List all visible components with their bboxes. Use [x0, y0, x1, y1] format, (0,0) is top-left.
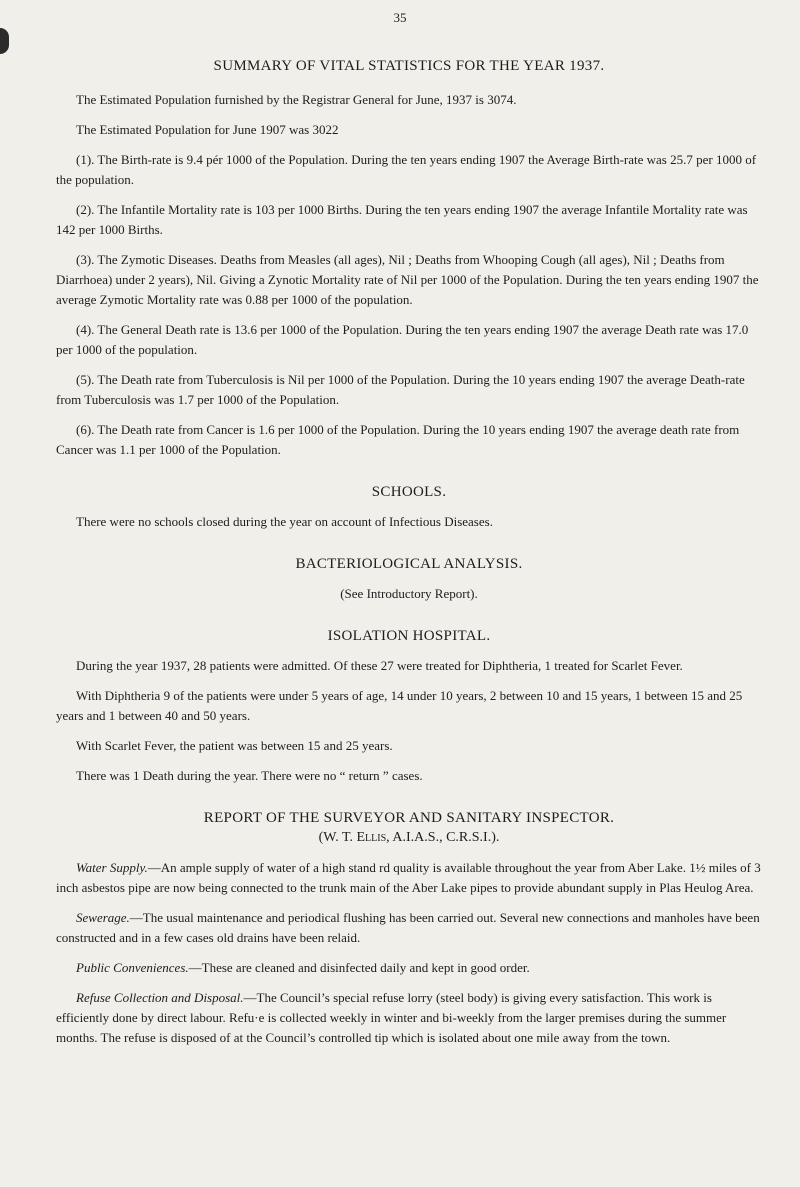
birth-rate-paragraph: (1). The Birth-rate is 9.4 pér 1000 of the Population. During the ten years ending 1907 the Average Birth-rate was 25.7 per 1000 of the population. [56, 152, 757, 187]
bacteriological-title: BACTERIOLOGICAL ANALYSIS. [295, 556, 523, 572]
refuse-lead: Refuse Collection and Disposal. [76, 990, 244, 1005]
schools-title: SCHOOLS. [371, 484, 447, 500]
water-supply-lead: Water Supply. [76, 860, 148, 875]
schools-text: There were no schools closed during the year on account of Infectious Diseases. [76, 514, 493, 529]
public-conveniences-lead: Public Conveniences. [76, 960, 189, 975]
isolation-diphtheria-ages: With Diphtheria 9 of the patients were under 5 years of age, 14 under 10 years, 2 between 10 and 15 years, 1 between 15 and 25 years and 1 between 40 and 50 years. [56, 688, 743, 723]
isolation-title: ISOLATION HOSPITAL. [327, 628, 491, 644]
isolation-scarlet-fever: With Scarlet Fever, the patient was between 15 and 25 years. [76, 738, 393, 753]
water-supply-text: —An ample supply of water of a high stand rd quality is available throughout the year from Aber Lake. 1½ miles of 3 inch asbestos pipe are now being connected to the trunk main of the Aber Lake pipes to provide abundant supply in Plas Heulog Area. [56, 860, 761, 895]
isolation-deaths: There was 1 Death during the year. There were no “ return ” cases. [76, 768, 423, 783]
summary-title: SUMMARY OF VITAL STATISTICS FOR THE YEAR 1937. [213, 58, 605, 74]
refuse-paragraph [56, 988, 762, 1048]
summary-population-1937: The Estimated Population furnished by the Registrar General for June, 1937 is 3074. [76, 92, 517, 107]
tuberculosis-paragraph: (5). The Death rate from Tuberculosis is Nil per 1000 of the Population. During the 10 years ending 1907 the average Death-rate from Tuberculosis was 1.7 per 1000 of the Population. [56, 372, 745, 407]
sewerage-text: —The usual maintenance and periodical flushing has been carried out. Several new connections and manholes have been constructed and in a few cases old drains have been relaid. [56, 910, 760, 945]
general-death-rate-paragraph: (4). The General Death rate is 13.6 per 1000 of the Population. During the ten years ending 1907 the average Death rate was 17.0 per 1000 of the population. [56, 322, 749, 357]
zymotic-diseases-paragraph: (3). The Zymotic Diseases. Deaths from Measles (all ages), Nil ; Deaths from Whooping Cough (all ages), Nil ; Deaths from Diarrhoea) under 2 years), Nil. Giving a Zynotic Mortality rate of Nil per 1000 of the Population. During the ten years ending 1907 the average Zymotic Mortality rate was 0.88 per 1000 of the population. [56, 252, 759, 307]
byline-name: Ellis [356, 830, 387, 845]
page-content [56, 56, 762, 1048]
summary-population-1907: The Estimated Population for June 1907 was 3022 [76, 122, 339, 137]
page-number: 35 [393, 10, 407, 25]
public-conveniences-paragraph [56, 958, 762, 978]
surveyor-title: REPORT OF THE SURVEYOR AND SANITARY INSPECTOR. [203, 810, 615, 826]
sewerage-lead: Sewerage. [76, 910, 130, 925]
isolation-admissions: During the year 1937, 28 patients were admitted. Of these 27 were treated for Diphtheria, 1 treated for Scarlet Fever. [76, 658, 683, 673]
public-conveniences-text: —These are cleaned and disinfected daily and kept in good order. [188, 960, 530, 975]
infant-mortality-paragraph: (2). The Infantile Mortality rate is 103 per 1000 Births. During the ten years ending 1907 the average Infantile Mortality rate was 142 per 1000 Births. [56, 202, 748, 237]
water-supply-paragraph [56, 858, 762, 898]
cancer-paragraph: (6). The Death rate from Cancer is 1.6 per 1000 of the Population. During the 10 years ending 1907 the average death rate from Cancer was 1.1 per 1000 of the Population. [56, 422, 740, 457]
bacteriological-text: (See Introductory Report). [340, 586, 478, 601]
refuse-text: —The Council’s special refuse lorry (steel body) is giving every satisfaction. This work is efficiently done by direct labour. Refu·e is collected weekly in winter and bi-weekly from the larger premises during the summer months. The refuse is disposed of at the Council’s controlled tip which is isolated about one mile away from the town. [56, 990, 727, 1045]
surveyor-byline [56, 828, 762, 848]
binding-mark [0, 28, 9, 54]
byline-suffix: , A.I.A.S., C.R.S.I.). [386, 830, 500, 845]
sewerage-paragraph [56, 908, 762, 948]
byline-prefix: (W. T. [318, 830, 357, 845]
